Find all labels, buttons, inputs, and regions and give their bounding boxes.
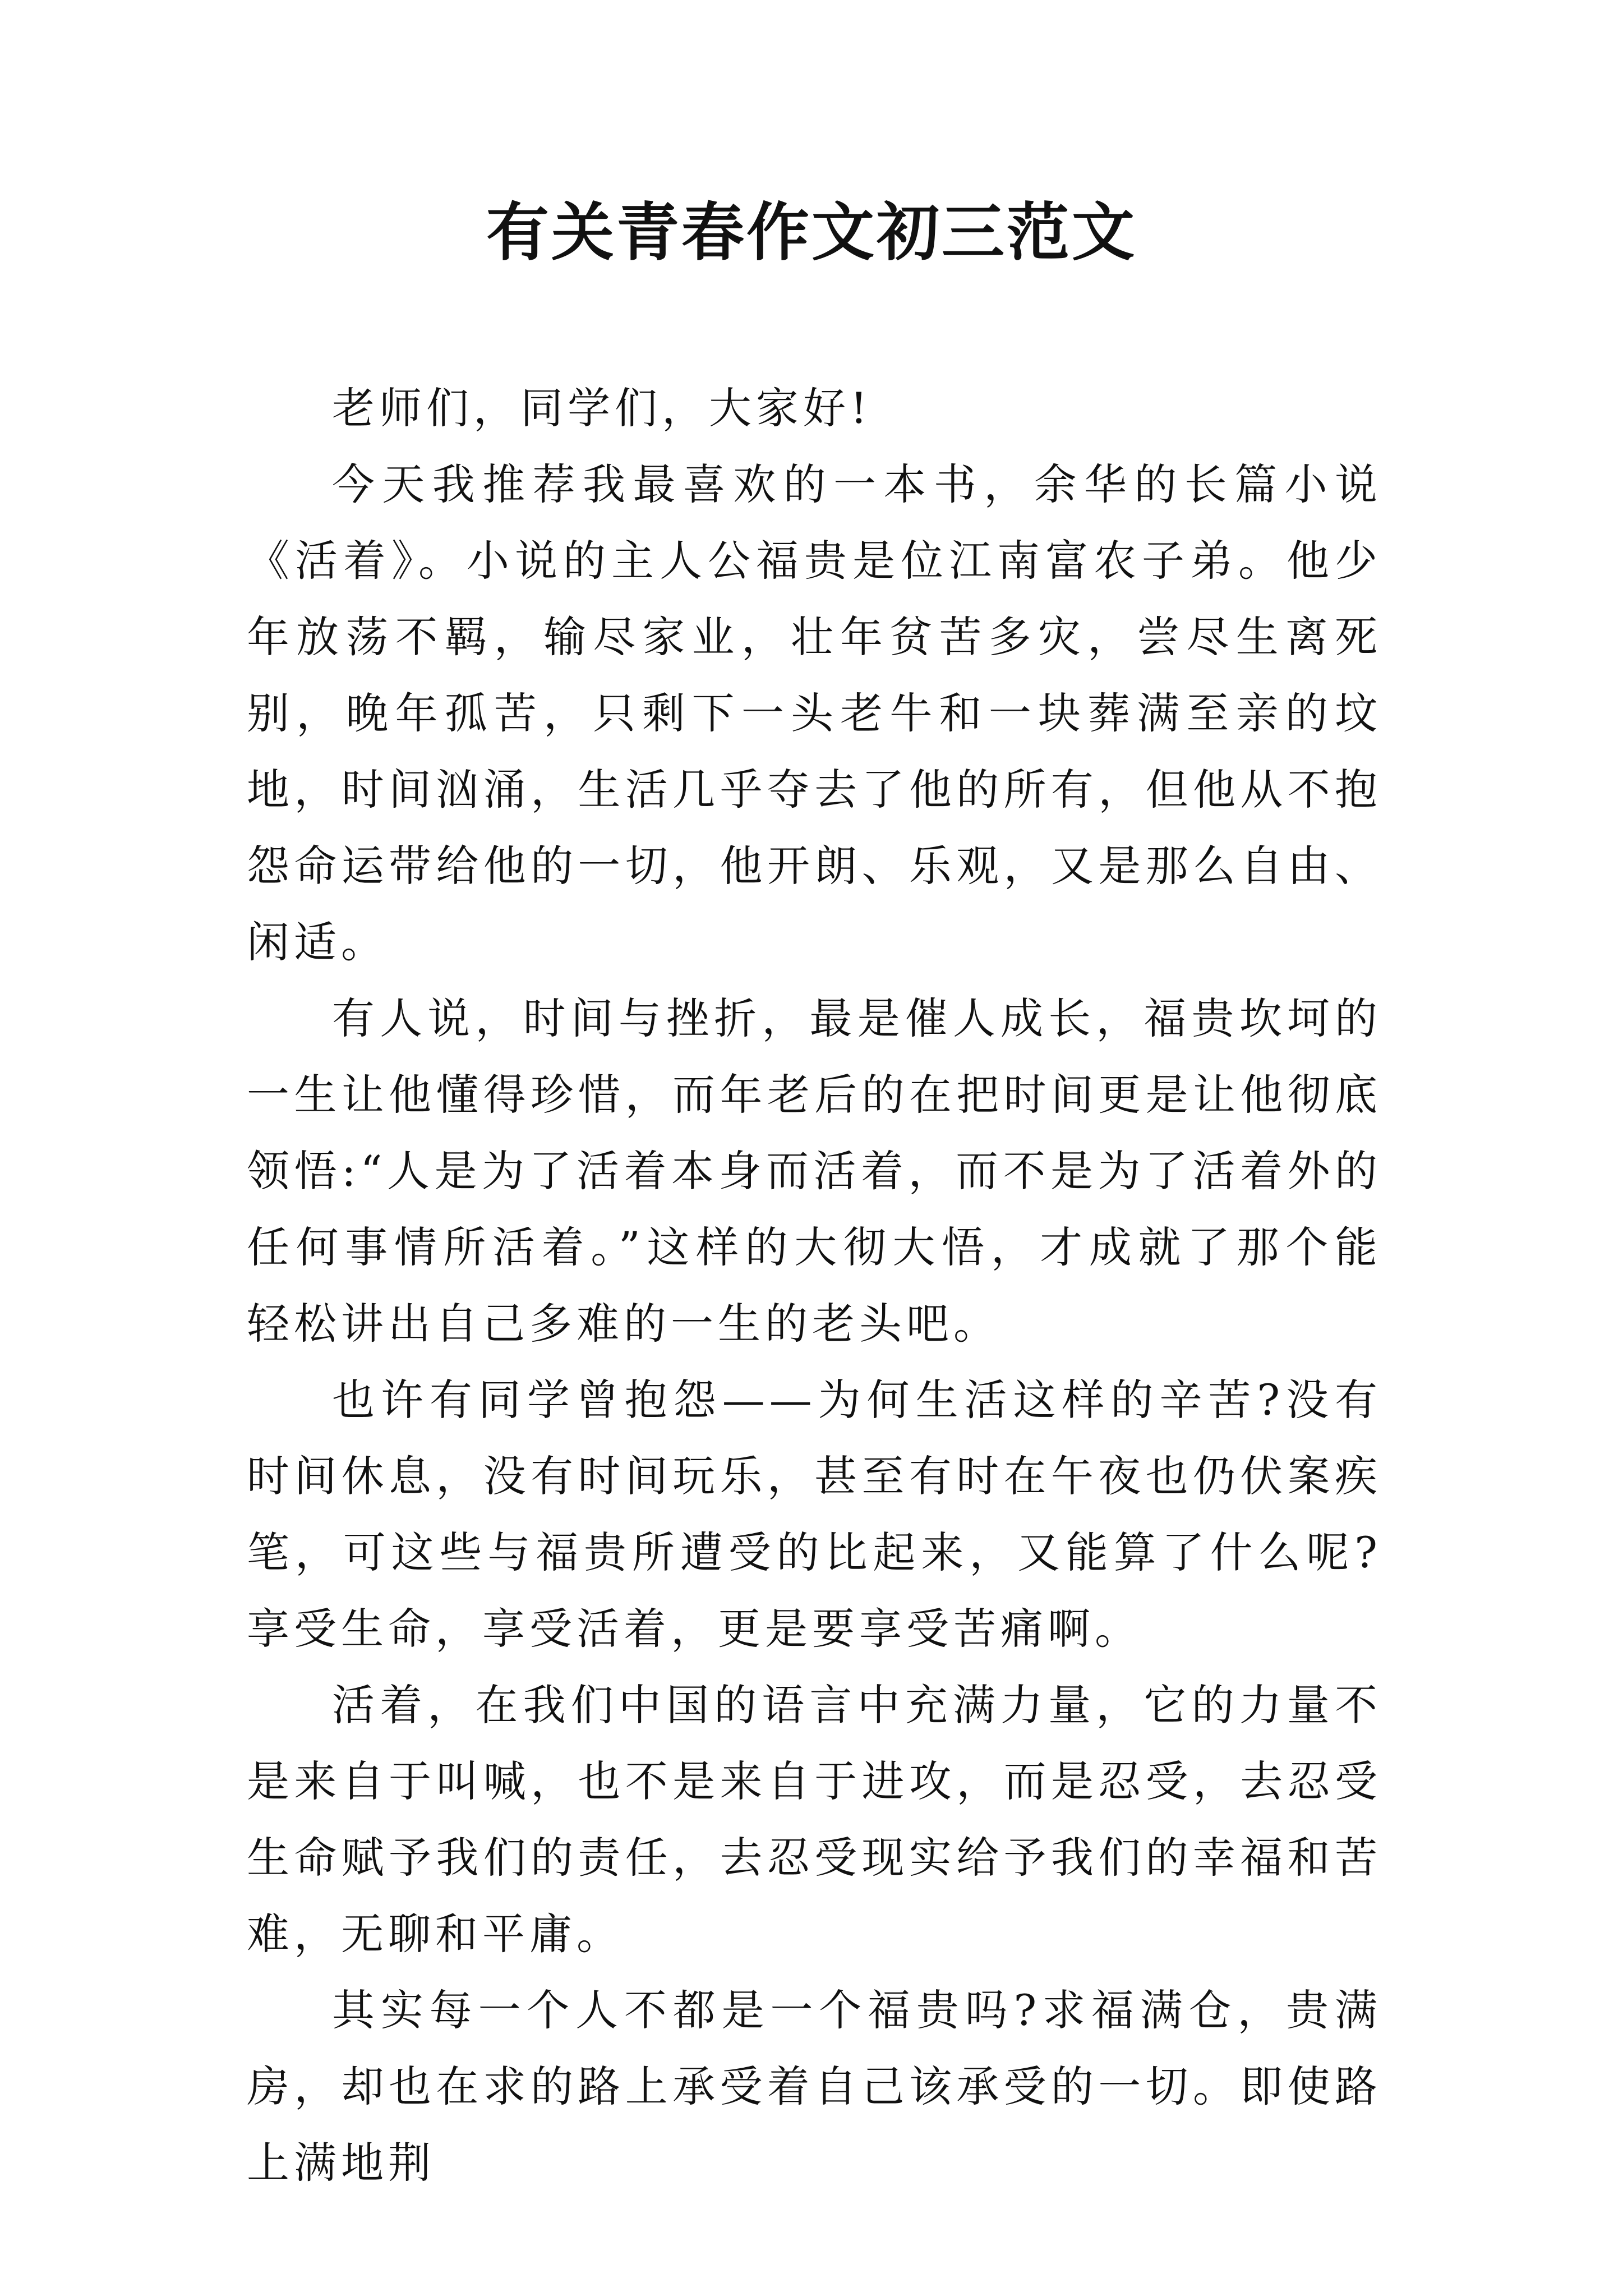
paragraph-greeting: 老师们，同学们，大家好! — [332, 383, 872, 433]
document-body — [247, 370, 1382, 2201]
paragraph-everyone-is-fugui: 其实每一个人不都是一个福贵吗?求福满仓，贵满房，却也在求的路上承受着自己该承受的一切。即使路上满地荆 — [247, 1985, 1382, 2188]
paragraph-power-of-living: 活着，在我们中国的语言中充满力量，它的力量不是来自于叫喊，也不是来自于进攻，而是忍受，去忍受生命赋予我们的责任，去忍受现实给予我们的幸福和苦难，无聊和平庸。 — [247, 1680, 1382, 1959]
paragraph-time-and-setbacks: 有人说，时间与挫折，最是催人成长，福贵坎坷的一生让他懂得珍惜，而年老后的在把时间更是让他彻底领悟:“人是为了活着本身而活着，而不是为了活着外的任何事情所活着。”这样的大彻大悟，才成就了那个能轻松讲出自己多难的一生的老头吧。 — [247, 993, 1382, 1349]
paragraph-book-intro: 今天我推荐我最喜欢的一本书，余华的长篇小说《活着》。小说的主人公福贵是位江南富农子弟。他少年放荡不羁，输尽家业，壮年贫苦多灾，尝尽生离死别，晚年孤苦，只剩下一头老牛和一块葬满至亲的坟地，时间汹涌，生活几乎夺去了他的所有，但他从不抱怨命运带给他的一切，他开朗、乐观，又是那么自由、闲适。 — [247, 459, 1382, 967]
paragraph-complaints: 也许有同学曾抱怨——为何生活这样的辛苦?没有时间休息，没有时间玩乐，甚至有时在午夜也仍伏案疾笔，可这些与福贵所遭受的比起来，又能算了什么呢?享受生命，享受活着，更是要享受苦痛啊。 — [247, 1375, 1382, 1654]
document-title: 有关青春作文初三范文 — [486, 196, 1137, 269]
